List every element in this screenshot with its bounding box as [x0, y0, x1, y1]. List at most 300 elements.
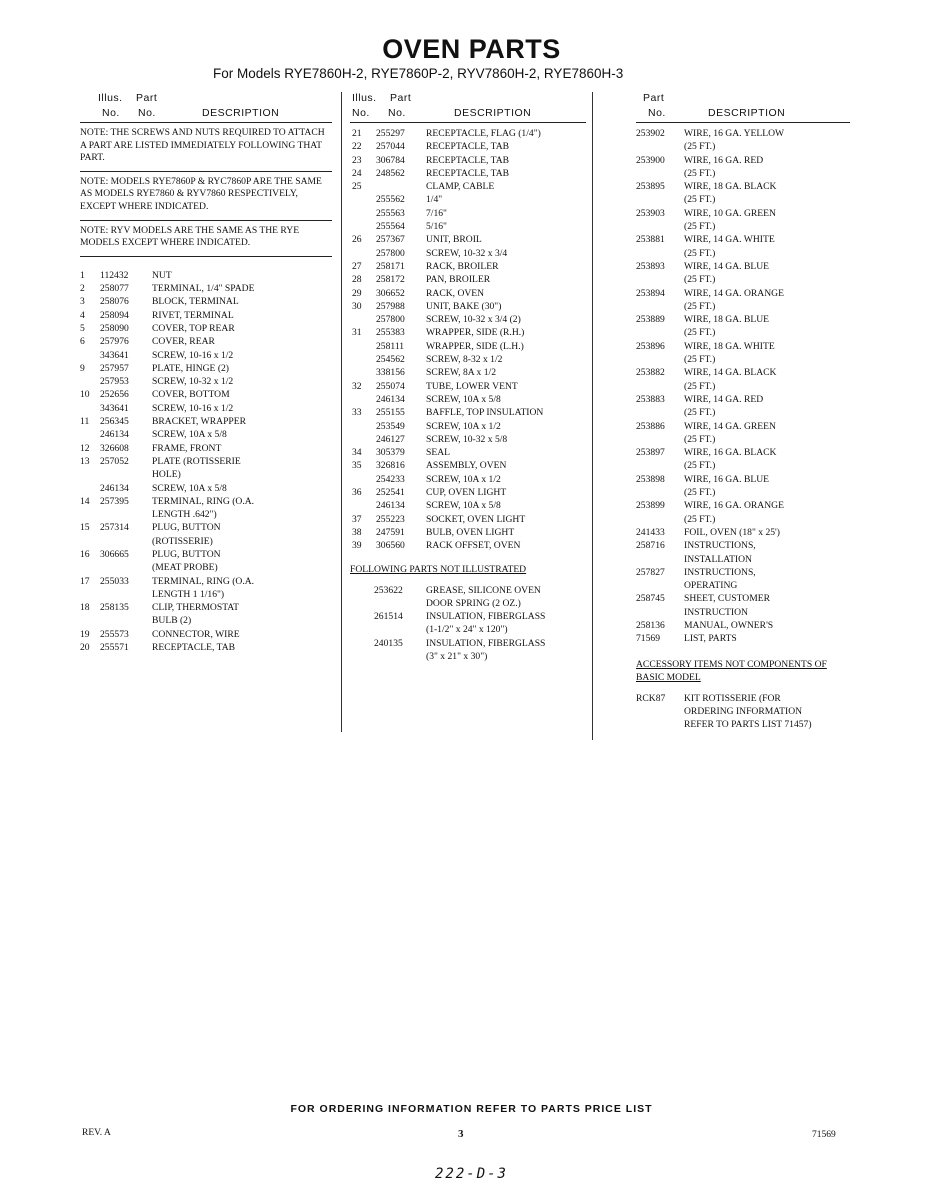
ordering-footer: FOR ORDERING INFORMATION REFER TO PARTS PRICE LIST	[290, 1103, 653, 1115]
revision-label: REV. A	[82, 1128, 111, 1138]
part-number: 253894	[636, 287, 665, 299]
part-description: (25 FT.)	[684, 407, 716, 419]
part-row	[636, 606, 850, 619]
part-row	[80, 482, 332, 495]
part-row	[636, 433, 850, 446]
part-number: 254233	[376, 473, 405, 485]
part-description: NUT	[152, 269, 172, 281]
part-description: BULB (2)	[152, 615, 192, 627]
part-number: 255383	[376, 327, 405, 339]
part-description: INSTRUCTIONS,	[684, 566, 756, 578]
part-number: 255223	[376, 513, 405, 525]
part-description: 5/16"	[426, 221, 447, 233]
part-description: SCREW, 10A x 5/8	[152, 482, 227, 494]
note-rule	[80, 220, 332, 221]
part-number: 257052	[100, 455, 129, 467]
part-description: BULB, OVEN LIGHT	[426, 526, 515, 538]
part-header: Part	[643, 92, 665, 104]
part-number: 246134	[100, 429, 129, 441]
part-row	[350, 459, 586, 472]
illus-number: 11	[80, 416, 90, 428]
illus-number: 35	[352, 460, 362, 472]
part-description: CUP, OVEN LIGHT	[426, 487, 507, 499]
part-description: SEAL	[426, 447, 450, 459]
part-row	[80, 468, 332, 481]
part-number: 247591	[376, 526, 405, 538]
part-description: WIRE, 16 GA. BLACK	[684, 447, 777, 459]
part-row	[350, 247, 586, 260]
part-description: TERMINAL, RING (O.A.	[152, 575, 255, 587]
part-description: RACK OFFSET, OVEN	[426, 540, 521, 552]
part-description: COVER, REAR	[152, 336, 215, 348]
part-number: 258745	[636, 593, 665, 605]
part-row	[350, 539, 586, 552]
part-description: (25 FT.)	[684, 300, 716, 312]
part-row	[80, 601, 332, 614]
part-number: 253900	[636, 154, 665, 166]
part-description: COVER, TOP REAR	[152, 322, 235, 334]
part-description: (25 FT.)	[684, 247, 716, 259]
part-number: 255155	[376, 407, 405, 419]
part-row	[636, 380, 850, 393]
part-row	[350, 610, 586, 623]
part-description: RIVET, TERMINAL	[152, 309, 234, 321]
model-list-subtitle: For Models RYE7860H-2, RYE7860P-2, RYV7860H-2, RYE7860H-3	[213, 66, 624, 81]
part-row	[80, 388, 332, 401]
part-description: (3" x 21" x 30")	[426, 650, 488, 662]
part-row	[636, 300, 850, 313]
part-description: SCREW, 10A x 5/8	[426, 393, 501, 405]
part-number: 248562	[376, 167, 405, 179]
part-number: 306652	[376, 287, 405, 299]
part-row	[80, 548, 332, 561]
part-number: 253549	[376, 420, 405, 432]
part-row	[350, 260, 586, 273]
part-row	[80, 309, 332, 322]
part-number: 253883	[636, 393, 665, 405]
part-number: 253899	[636, 500, 665, 512]
part-number: 246134	[100, 482, 129, 494]
part-description: (25 FT.)	[684, 167, 716, 179]
part-row	[80, 614, 332, 627]
part-number: 255563	[376, 207, 405, 219]
part-number: 261514	[374, 611, 403, 623]
part-number: 255562	[376, 194, 405, 206]
part-row	[636, 406, 850, 419]
part-row	[636, 326, 850, 339]
part-row	[636, 513, 850, 526]
note-ryv-models: NOTE: RYV MODELS ARE THE SAME AS THE RYE MODELS EXCEPT WHERE INDICATED.	[80, 224, 300, 249]
part-number: 257953	[100, 376, 129, 388]
part-description: SCREW, 10-32 x 3/4	[426, 247, 508, 259]
part-row	[636, 167, 850, 180]
part-row	[80, 455, 332, 468]
accessory-heading: ACCESSORY ITEMS NOT COMPONENTS OF BASIC MODEL	[636, 658, 827, 683]
part-description: DOOR SPRING (2 OZ.)	[426, 597, 521, 609]
illus-number: 3	[80, 296, 85, 308]
part-row	[636, 247, 850, 260]
illus-number: 27	[352, 260, 362, 272]
part-row	[80, 588, 332, 601]
illus-no-header: No.	[102, 107, 120, 119]
header-rule	[80, 122, 332, 123]
part-row	[636, 313, 850, 326]
part-number: 253889	[636, 314, 665, 326]
part-row	[80, 508, 332, 521]
parts-column-3	[636, 92, 850, 731]
part-number: 255573	[100, 628, 129, 640]
part-description: 1/4"	[426, 194, 443, 206]
part-description: WIRE, 18 GA. WHITE	[684, 340, 775, 352]
part-row	[80, 521, 332, 534]
part-number: 254562	[376, 354, 405, 366]
part-row	[636, 526, 850, 539]
part-number: 258090	[100, 322, 129, 334]
part-number: 257367	[376, 234, 405, 246]
part-number: 241433	[636, 526, 665, 538]
part-description: MANUAL, OWNER'S	[684, 619, 774, 631]
part-row	[636, 486, 850, 499]
part-row	[350, 623, 586, 636]
part-row	[80, 535, 332, 548]
part-description: UNIT, BAKE (30")	[426, 300, 502, 312]
part-row	[350, 207, 586, 220]
illus-number: 4	[80, 309, 85, 321]
illus-number: 19	[80, 628, 90, 640]
part-description: (MEAT PROBE)	[152, 562, 218, 574]
part-number: 253896	[636, 340, 665, 352]
part-description: (25 FT.)	[684, 433, 716, 445]
part-description: SCREW, 10A x 5/8	[152, 429, 227, 441]
illus-number: 36	[352, 487, 362, 499]
header-rule	[636, 122, 850, 123]
part-row	[636, 473, 850, 486]
part-row	[350, 127, 586, 140]
part-description: SCREW, 8A x 1/2	[426, 367, 497, 379]
part-number: 257800	[376, 314, 405, 326]
column-divider-1	[341, 92, 342, 732]
part-number: 253898	[636, 473, 665, 485]
part-number: 253622	[374, 584, 403, 596]
part-description: WIRE, 18 GA. BLACK	[684, 181, 777, 193]
illus-number: 34	[352, 447, 362, 459]
illus-number: 30	[352, 300, 362, 312]
part-description: (ROTISSERIE)	[152, 535, 213, 547]
part-number: 258076	[100, 296, 129, 308]
part-description: CONNECTOR, WIRE	[152, 628, 240, 640]
part-description: (25 FT.)	[684, 221, 716, 233]
part-description: RECEPTACLE, TAB	[152, 642, 236, 654]
part-row	[636, 446, 850, 459]
part-row	[80, 641, 332, 654]
part-number: 258136	[636, 619, 665, 631]
part-number: 258111	[376, 340, 405, 352]
part-description: RACK, OVEN	[426, 287, 485, 299]
part-number: 306665	[100, 548, 129, 560]
part-row	[350, 140, 586, 153]
description-header: DESCRIPTION	[708, 107, 786, 119]
part-description: LENGTH 1 1/16")	[152, 588, 225, 600]
part-number: 253903	[636, 207, 665, 219]
part-row	[350, 393, 586, 406]
part-row	[350, 167, 586, 180]
illus-number: 5	[80, 322, 85, 334]
illus-header: Illus.	[352, 92, 377, 104]
part-row	[636, 566, 850, 579]
part-row	[636, 539, 850, 552]
part-number: 253881	[636, 234, 665, 246]
part-number: 240135	[374, 637, 403, 649]
part-number: 258094	[100, 309, 129, 321]
part-number: 257827	[636, 566, 665, 578]
illus-number: 38	[352, 526, 362, 538]
part-number: 255074	[376, 380, 405, 392]
part-number: 253886	[636, 420, 665, 432]
part-row	[350, 380, 586, 393]
part-no-header: No.	[648, 107, 666, 119]
part-number: 343641	[100, 349, 129, 361]
description-header: DESCRIPTION	[202, 107, 280, 119]
part-description: PLUG, BUTTON	[152, 548, 221, 560]
part-no-header: No.	[388, 107, 406, 119]
part-row	[636, 619, 850, 632]
part-number: 305379	[376, 447, 405, 459]
part-row	[350, 499, 586, 512]
part-row	[350, 473, 586, 486]
handwritten-code: 222-D-3	[434, 1166, 508, 1182]
part-row	[636, 499, 850, 512]
illus-number: 37	[352, 513, 362, 525]
part-description: INSULATION, FIBERGLASS	[426, 611, 546, 623]
note-rule	[80, 256, 332, 257]
part-number: 258077	[100, 283, 129, 295]
part-row	[350, 526, 586, 539]
part-description: SOCKET, OVEN LIGHT	[426, 513, 526, 525]
illus-number: 21	[352, 128, 362, 139]
part-description: SCREW, 8-32 x 1/2	[426, 354, 503, 366]
part-row	[636, 459, 850, 472]
illus-number: 39	[352, 540, 362, 552]
part-row	[80, 375, 332, 388]
part-number: 246127	[376, 433, 405, 445]
part-row	[636, 287, 850, 300]
part-row	[80, 402, 332, 415]
part-row	[350, 220, 586, 233]
part-row	[636, 366, 850, 379]
part-description: PLUG, BUTTON	[152, 522, 221, 534]
part-description: WIRE, 14 GA. BLUE	[684, 260, 769, 272]
part-description: (1-1/2" x 24" x 120")	[426, 624, 508, 636]
part-number: 258135	[100, 602, 129, 614]
part-description: (25 FT.)	[684, 194, 716, 206]
illus-number: 28	[352, 274, 362, 286]
illus-header: Illus.	[98, 92, 123, 104]
part-row	[636, 579, 850, 592]
part-number: 253897	[636, 447, 665, 459]
part-description: LENGTH .642")	[152, 509, 217, 521]
part-row	[350, 193, 586, 206]
part-description: GREASE, SILICONE OVEN	[426, 584, 541, 596]
illus-number: 10	[80, 389, 90, 401]
part-number: 256345	[100, 416, 129, 428]
part-row	[80, 282, 332, 295]
part-number: 257395	[100, 495, 129, 507]
part-row	[636, 260, 850, 273]
part-row	[350, 300, 586, 313]
part-description: WIRE, 16 GA. RED	[684, 154, 764, 166]
illus-number: 24	[352, 167, 362, 179]
part-number: 326816	[376, 460, 405, 472]
part-header: Part	[136, 92, 158, 104]
column-3-header	[636, 92, 850, 122]
part-description: SCREW, 10A x 5/8	[426, 500, 501, 512]
part-no-header: No.	[138, 107, 156, 119]
illus-number: 20	[80, 642, 90, 654]
illus-number: 25	[352, 181, 362, 193]
illus-number: 17	[80, 575, 90, 587]
page-title: OVEN PARTS	[382, 34, 561, 64]
part-row	[350, 446, 586, 459]
part-description: 7/16"	[426, 207, 447, 219]
part-row	[80, 575, 332, 588]
part-number: 252656	[100, 389, 129, 401]
part-row	[350, 154, 586, 167]
part-description: BLOCK, TERMINAL	[152, 296, 239, 308]
part-row	[636, 340, 850, 353]
part-row	[636, 420, 850, 433]
part-row	[80, 362, 332, 375]
part-row	[636, 140, 850, 153]
part-row	[80, 428, 332, 441]
part-number: 253895	[636, 181, 665, 193]
part-row	[350, 597, 586, 610]
part-description: CLIP, THERMOSTAT	[152, 602, 240, 614]
part-description: WIRE, 18 GA. BLUE	[684, 314, 769, 326]
part-description: SCREW, 10-32 x 1/2	[152, 376, 234, 388]
illus-number: 23	[352, 154, 362, 166]
part-description: PLATE (ROTISSERIE	[152, 455, 241, 467]
part-description: BAFFLE, TOP INSULATION	[426, 407, 544, 419]
part-description: UNIT, BROIL	[426, 234, 482, 246]
part-description: (25 FT.)	[684, 460, 716, 472]
column-1-header	[80, 92, 332, 122]
part-description: OPERATING	[684, 580, 738, 592]
illus-number: 33	[352, 407, 362, 419]
part-description: INSTRUCTION	[684, 606, 748, 618]
part-description: SCREW, 10-16 x 1/2	[152, 349, 234, 361]
part-description: FOIL, OVEN (18" x 25')	[684, 526, 780, 538]
part-description: WIRE, 16 GA. YELLOW	[684, 128, 785, 139]
part-description: RECEPTACLE, TAB	[426, 141, 510, 153]
part-row	[636, 273, 850, 286]
part-description: WIRE, 16 GA. ORANGE	[684, 500, 784, 512]
part-number: 257800	[376, 247, 405, 259]
part-row	[350, 637, 586, 650]
part-description: COVER, BOTTOM	[152, 389, 230, 401]
part-row	[350, 313, 586, 326]
part-description: INSTALLATION	[684, 553, 752, 565]
illus-number: 32	[352, 380, 362, 392]
part-description: ORDERING INFORMATION	[684, 705, 803, 717]
illus-number: 18	[80, 602, 90, 614]
part-row	[350, 584, 586, 597]
part-description: (25 FT.)	[684, 513, 716, 525]
part-description: TUBE, LOWER VENT	[426, 380, 518, 392]
part-row	[636, 553, 850, 566]
part-number: 257976	[100, 336, 129, 348]
illus-number: 6	[80, 336, 85, 348]
part-description: INSULATION, FIBERGLASS	[426, 637, 546, 649]
part-row	[80, 322, 332, 335]
illus-number: 31	[352, 327, 362, 339]
part-row	[350, 326, 586, 339]
part-row	[80, 628, 332, 641]
illus-number: 26	[352, 234, 362, 246]
header-rule	[350, 122, 586, 123]
part-description: (25 FT.)	[684, 380, 716, 392]
part-number: 246134	[376, 500, 405, 512]
illus-number: 16	[80, 548, 90, 560]
part-number: 343641	[100, 402, 129, 414]
part-row	[636, 220, 850, 233]
note-rule	[80, 171, 332, 172]
part-description: SCREW, 10A x 1/2	[426, 420, 501, 432]
part-description: WRAPPER, SIDE (L.H.)	[426, 340, 524, 352]
part-row	[636, 127, 850, 140]
part-description: TERMINAL, 1/4" SPADE	[152, 283, 255, 295]
part-number: 253893	[636, 260, 665, 272]
note-models-p: NOTE: MODELS RYE7860P & RYC7860P ARE THE SAME AS MODELS RYE7860 & RYV7860 RESPECTIVELY, EXCEPT WHERE INDICATED.	[80, 175, 322, 212]
part-description: SCREW, 10-16 x 1/2	[152, 402, 234, 414]
part-description: HOLE)	[152, 469, 181, 481]
part-row	[80, 335, 332, 348]
column-divider-2	[592, 92, 593, 740]
part-number: 306784	[376, 154, 405, 166]
part-description: REFER TO PARTS LIST 71457)	[684, 719, 812, 731]
part-number: 252541	[376, 487, 405, 499]
part-row	[636, 632, 850, 645]
part-row	[636, 592, 850, 605]
part-description: (25 FT.)	[684, 141, 716, 153]
part-row	[350, 650, 586, 663]
part-description: WIRE, 16 GA. BLUE	[684, 473, 769, 485]
part-row	[350, 420, 586, 433]
illus-number: 22	[352, 141, 362, 153]
part-number: 338156	[376, 367, 405, 379]
part-number: 255297	[376, 128, 405, 139]
part-description: RECEPTACLE, FLAG (1/4")	[426, 128, 541, 139]
part-number: 246134	[376, 393, 405, 405]
part-row	[636, 718, 850, 731]
part-number: 257044	[376, 141, 405, 153]
part-row	[636, 207, 850, 220]
part-number: 112432	[100, 269, 129, 281]
part-number: 257957	[100, 362, 129, 374]
part-description: TERMINAL, RING (O.A.	[152, 495, 255, 507]
part-number: 255564	[376, 221, 405, 233]
illus-number: 2	[80, 283, 85, 295]
part-header: Part	[390, 92, 412, 104]
part-description: KIT ROTISSERIE (FOR	[684, 692, 781, 704]
part-description: (25 FT.)	[684, 487, 716, 499]
part-number: 253882	[636, 367, 665, 379]
part-number: 257314	[100, 522, 129, 534]
part-description: WIRE, 14 GA. WHITE	[684, 234, 775, 246]
part-number: 253902	[636, 128, 665, 139]
part-row	[636, 180, 850, 193]
part-row	[350, 233, 586, 246]
part-description: WIRE, 14 GA. ORANGE	[684, 287, 784, 299]
